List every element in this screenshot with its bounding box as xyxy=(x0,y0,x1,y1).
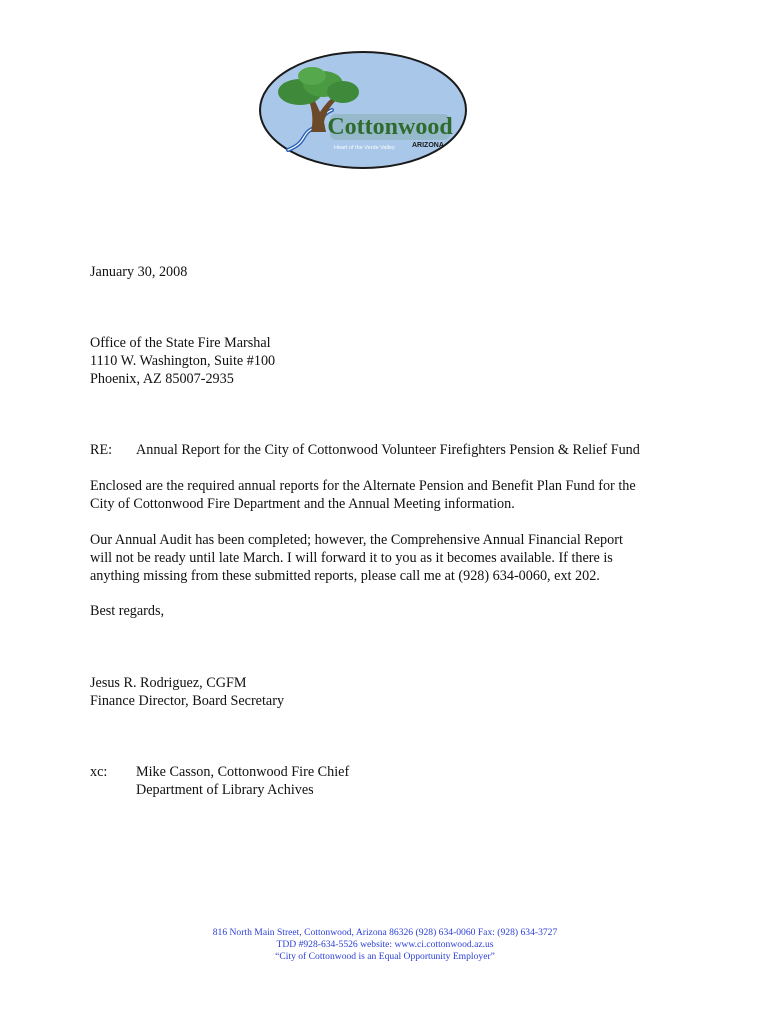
body-paragraph xyxy=(90,531,680,585)
paragraph-line: will not be ready until late March. I will forward it to you as it becomes available. If there is xyxy=(90,550,613,566)
footer-contact: TDD #928-634-5526 website: www.ci.cottonwood.az.us xyxy=(276,939,494,950)
signer-title: Finance Director, Board Secretary xyxy=(90,693,285,709)
paragraph-line: Enclosed are the required annual reports for the Alternate Pension and Benefit Plan Fund for the xyxy=(90,478,636,494)
city-logo xyxy=(248,46,478,174)
cc-recipient: Department of Library Achives xyxy=(136,782,314,798)
signature-block xyxy=(90,674,284,710)
letter-date: January 30, 2008 xyxy=(90,264,188,280)
cc-label: xc: xyxy=(90,764,108,780)
paragraph-line: Our Annual Audit has been completed; however, the Comprehensive Annual Financial Report xyxy=(90,532,623,548)
body-paragraph xyxy=(90,477,680,513)
logo-state: ARIZONA xyxy=(412,142,444,149)
subject-label: RE: xyxy=(90,442,113,458)
letterhead-footer xyxy=(0,927,770,963)
subject-text: Annual Report for the City of Cottonwood Volunteer Firefighters Pension & Relief Fund xyxy=(136,442,640,458)
footer-statement: “City of Cottonwood is an Equal Opportunity Employer” xyxy=(275,951,495,962)
recipient-line: Office of the State Fire Marshal xyxy=(90,335,271,351)
recipient-line: Phoenix, AZ 85007-2935 xyxy=(90,371,234,387)
recipient-line: 1110 W. Washington, Suite #100 xyxy=(90,353,276,369)
paragraph-line: City of Cottonwood Fire Department and the Annual Meeting information. xyxy=(90,496,515,512)
logo-name: Cottonwood xyxy=(327,114,453,140)
recipient-address xyxy=(90,334,275,388)
cc-recipient: Mike Casson, Cottonwood Fire Chief xyxy=(136,764,350,780)
subject-line xyxy=(90,441,690,459)
signer-name: Jesus R. Rodriguez, CGFM xyxy=(90,675,247,691)
closing: Best regards, xyxy=(90,603,165,619)
footer-address: 816 North Main Street, Cottonwood, Arizona 86326 (928) 634-0060 Fax: (928) 634-3727 xyxy=(212,927,558,938)
paragraph-line: anything missing from these submitted reports, please call me at (928) 634-0060, ext 202. xyxy=(90,568,600,584)
logo-graphic xyxy=(248,46,478,174)
logo-tagline: Heart of the Verde Valley xyxy=(334,145,395,151)
